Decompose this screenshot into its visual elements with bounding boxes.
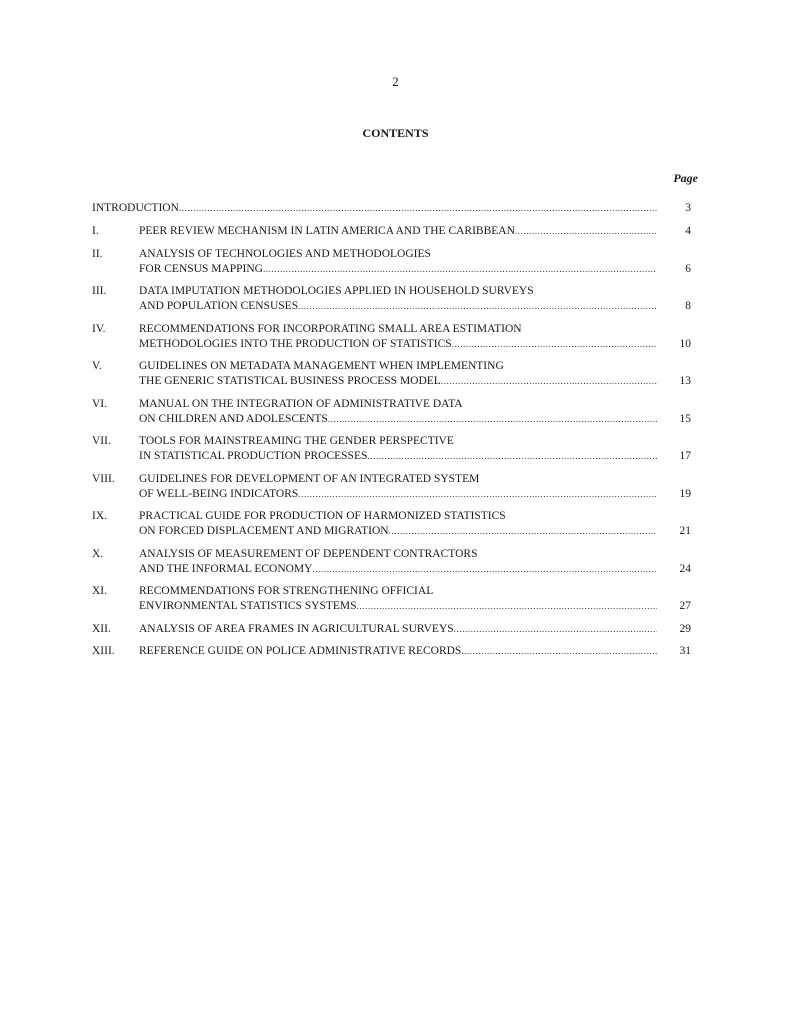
toc-entry-title-line: ON FORCED DISPLACEMENT AND MIGRATION	[139, 525, 389, 537]
toc-entry-title-line: ENVIRONMENTAL STATISTICS SYSTEMS	[139, 600, 357, 612]
toc-entry-last-line	[139, 622, 657, 637]
toc-entry-last-line	[139, 262, 657, 277]
toc-entry-title-line: INTRODUCTION	[92, 202, 179, 214]
toc-entry-body	[139, 224, 657, 239]
toc-entry-number: III.	[92, 285, 107, 297]
toc-entry-page: 8	[685, 300, 691, 312]
dot-leader	[328, 412, 657, 427]
toc-entry-title-line: OF WELL-BEING INDICATORS	[139, 487, 299, 500]
toc-entry-page: 4	[685, 225, 691, 237]
toc-entry	[92, 644, 691, 659]
toc-entry-title-line: PRACTICAL GUIDE FOR PRODUCTION OF HARMONIZED STATISTICS	[139, 510, 506, 522]
toc-entry-last-line	[139, 337, 657, 352]
toc-entry-last-line	[92, 201, 657, 216]
toc-entry	[92, 622, 691, 637]
toc-entry-title-line: IN STATISTICAL PRODUCTION PROCESSES	[139, 450, 368, 462]
toc-entry-body	[139, 397, 657, 427]
toc-entry-title-line: ANALYSIS OF MEASUREMENT OF DEPENDENT CONTRACTORS	[139, 547, 478, 560]
toc-entry-body	[139, 247, 657, 277]
toc-entry-page: 31	[679, 645, 691, 657]
toc-entry-title-line: ANALYSIS OF TECHNOLOGIES AND METHODOLOGIES	[139, 247, 431, 260]
toc-entry-body	[92, 201, 657, 216]
toc-entry	[92, 224, 691, 239]
contents-title: CONTENTS	[362, 126, 429, 140]
toc-entry-title-line: ON CHILDREN AND ADOLESCENTS	[139, 412, 328, 425]
toc-entry	[92, 509, 691, 539]
toc-entry-body	[139, 547, 657, 577]
dot-leader	[263, 262, 657, 277]
toc-entry	[92, 547, 691, 577]
toc-entry-body	[139, 472, 657, 502]
toc-entry-title-line: RECOMMENDATIONS FOR INCORPORATING SMALL AREA ESTIMATION	[139, 322, 522, 335]
toc-entry-title-line: AND THE INFORMAL ECONOMY	[139, 562, 313, 575]
toc-entry	[92, 247, 691, 277]
dot-leader	[389, 524, 657, 539]
toc-entry-number: XI.	[92, 585, 108, 597]
toc-entry	[92, 472, 691, 502]
dot-leader	[454, 622, 657, 637]
toc-entry	[92, 584, 691, 614]
toc-entry-body	[139, 322, 657, 352]
toc-entry-page: 19	[679, 487, 691, 500]
dot-leader	[312, 562, 657, 577]
toc-entry-number: V.	[92, 360, 102, 372]
dot-leader	[298, 299, 657, 314]
page-number: 2	[392, 74, 399, 89]
toc-entry	[92, 434, 691, 464]
toc-entry-last-line	[139, 449, 657, 464]
toc-entry-last-line	[139, 374, 657, 389]
toc-entry-title-line: RECOMMENDATIONS FOR STRENGTHENING OFFICIAL	[139, 585, 434, 597]
toc-entry-number: VI.	[92, 397, 108, 410]
toc-entry-body	[139, 284, 657, 314]
page-column-header: Page	[673, 171, 698, 185]
toc-entry-page: 17	[679, 450, 691, 462]
toc-entry-body	[139, 509, 657, 539]
toc-entry-number: XII.	[92, 622, 111, 635]
toc-entry-title-line: PEER REVIEW MECHANISM IN LATIN AMERICA AND THE CARIBBEAN	[139, 225, 515, 237]
toc-entry-page: 21	[679, 525, 691, 537]
toc-entry-title-line: TOOLS FOR MAINSTREAMING THE GENDER PERSPECTIVE	[139, 435, 454, 447]
dot-leader	[179, 201, 657, 216]
dot-leader	[441, 374, 657, 389]
toc-entry-number: VII.	[92, 435, 111, 447]
toc-entry-last-line	[139, 299, 657, 314]
toc-entry	[92, 201, 691, 216]
toc-entry-number: I.	[92, 225, 99, 237]
dot-leader	[357, 599, 657, 614]
toc-entry-number: IV.	[92, 322, 106, 335]
toc-entry-last-line	[139, 224, 657, 239]
toc-entry-number: XIII.	[92, 645, 115, 657]
toc-entry-title-line: AND POPULATION CENSUSES	[139, 300, 299, 312]
toc-entry-page: 24	[679, 562, 691, 575]
toc-entry-title-line: GUIDELINES ON METADATA MANAGEMENT WHEN IMPLEMENTING	[139, 360, 504, 372]
toc-entry-body	[139, 644, 657, 659]
toc-entry-body	[139, 359, 657, 389]
toc-entry-title-line: ANALYSIS OF AREA FRAMES IN AGRICULTURAL SURVEYS	[139, 622, 454, 635]
toc-entry-page: 3	[685, 202, 691, 214]
dot-leader	[367, 449, 657, 464]
toc-entry-number: X.	[92, 547, 104, 560]
toc-entry-title-line: REFERENCE GUIDE ON POLICE ADMINISTRATIVE RECORDS	[139, 645, 462, 657]
toc-entry	[92, 359, 691, 389]
toc-entry	[92, 284, 691, 314]
toc-entry-title-line: DATA IMPUTATION METHODOLOGIES APPLIED IN HOUSEHOLD SURVEYS	[139, 285, 534, 297]
toc-entry-last-line	[139, 599, 657, 614]
toc-entry-title-line: FOR CENSUS MAPPING	[139, 262, 263, 275]
toc-entry-title-line: GUIDELINES FOR DEVELOPMENT OF AN INTEGRATED SYSTEM	[139, 472, 480, 485]
toc-entry	[92, 397, 691, 427]
toc-entry-number: II.	[92, 247, 103, 260]
toc-entry-page: 15	[679, 412, 691, 425]
table-of-contents	[92, 201, 691, 667]
dot-leader	[298, 487, 657, 502]
dot-leader	[452, 337, 657, 352]
toc-entry-title-line: MANUAL ON THE INTEGRATION OF ADMINISTRATIVE DATA	[139, 397, 463, 410]
toc-entry-number: VIII.	[92, 472, 115, 485]
toc-entry-page: 27	[679, 600, 691, 612]
toc-entry-page: 10	[679, 337, 691, 350]
toc-entry-title-line: THE GENERIC STATISTICAL BUSINESS PROCESS MODEL	[139, 375, 441, 387]
toc-entry	[92, 322, 691, 352]
toc-entry-last-line	[139, 412, 657, 427]
toc-entry-title-line: METHODOLOGIES INTO THE PRODUCTION OF STATISTICS	[139, 337, 452, 350]
toc-entry-last-line	[139, 487, 657, 502]
toc-entry-last-line	[139, 644, 657, 659]
toc-entry-body	[139, 622, 657, 637]
toc-entry-page: 13	[679, 375, 691, 387]
dot-leader	[461, 644, 657, 659]
toc-entry-last-line	[139, 524, 657, 539]
toc-entry-page: 6	[685, 262, 691, 275]
toc-entry-last-line	[139, 562, 657, 577]
toc-entry-number: IX.	[92, 510, 108, 522]
toc-entry-body	[139, 434, 657, 464]
toc-entry-page: 29	[679, 622, 691, 635]
toc-entry-body	[139, 584, 657, 614]
dot-leader	[515, 224, 657, 239]
